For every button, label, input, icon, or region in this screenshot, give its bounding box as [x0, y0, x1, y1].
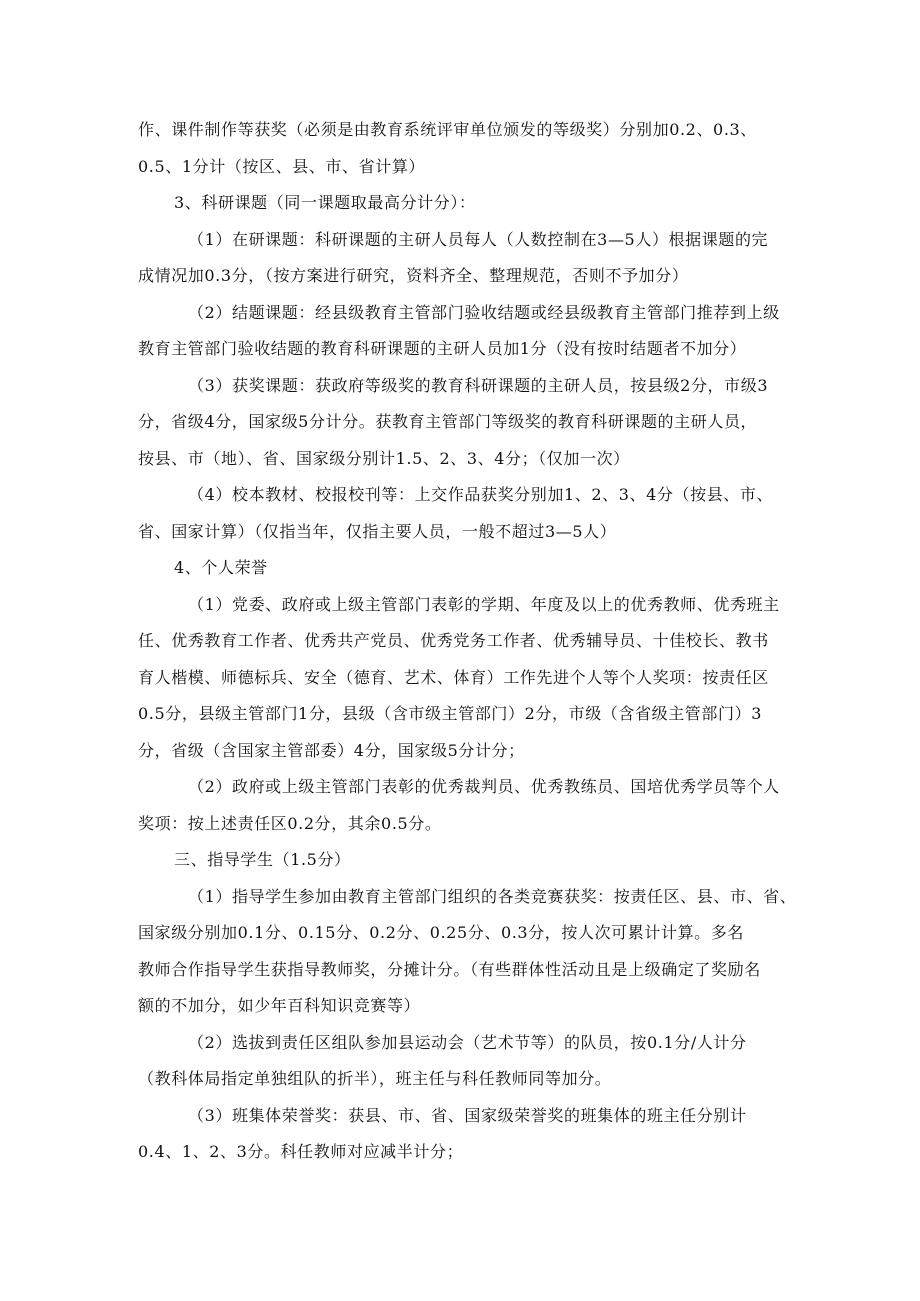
section-heading-honors: 4、个人荣誉 — [174, 558, 268, 577]
text-line: 教育主管部门验收结题的教育科研课题的主研人员加1分（没有按时结题者不加分） — [138, 339, 747, 358]
text-line: （2）结题课题：经县级教育主管部门验收结题或经县级教育主管部门推荐到上级 — [188, 302, 780, 322]
text-line: 分，省级（含国家主管部委）4分，国家级5分计分； — [138, 740, 525, 760]
text-line: （1）指导学生参加由教育主管部门组织的各类竞赛获奖：按责任区、县、市、省、 — [188, 886, 797, 906]
text-line: 0.5分，县级主管部门1分，县级（含市级主管部门）2分，市级（含省级主管部门）3 — [138, 704, 762, 723]
text-line: 任、优秀教育工作者、优秀共产党员、优秀党务工作者、优秀辅导员、十佳校长、教书 — [138, 631, 769, 650]
text-line: 作、课件制作等获奖（必须是由教育系统评审单位颁发的等级奖）分别加0.2、0.3、 — [138, 120, 757, 139]
text-line: （2）政府或上级主管部门表彰的优秀裁判员、优秀教练员、国培优秀学员等个人 — [188, 777, 780, 796]
text-line: 教师合作指导学生获指导教师奖，分摊计分。（有些群体性活动且是上级确定了奖励名 — [138, 959, 761, 979]
text-line: 国家级分别加0.1分、0.15分、0.2分、0.25分、0.3分，按人次可累计计算。多名 — [138, 923, 744, 942]
section-heading-guiding-students: 三、指导学生（1.5分） — [174, 850, 351, 869]
text-line: 育人楷模、师德标兵、安全（德育、艺术、体育）工作先进个人等个人奖项：按责任区 — [138, 667, 769, 687]
text-line: 额的不加分，如少年百科知识竞赛等） — [138, 996, 421, 1015]
text-line: （教科体局指定单独组队的折半），班主任与科任教师同等加分。 — [138, 1069, 612, 1088]
text-line: （4）校本教材、校报校刊等：上交作品获奖分别加1、2、3、4分（按县、市、 — [188, 485, 774, 504]
text-line: 分，省级4分，国家级5分计分。获教育主管部门等级奖的教育科研课题的主研人员， — [138, 412, 758, 431]
text-line: 省、国家计算）（仅指当年，仅指主要人员，一般不超过3—5人） — [138, 521, 617, 541]
text-line: 奖项：按上述责任区0.2分，其余0.5分。 — [138, 813, 442, 833]
section-heading-research: 3、科研课题（同一课题取最高分计分）： — [174, 193, 476, 212]
text-line: 0.4、1、2、3分。科任教师对应减半计分； — [138, 1142, 464, 1161]
text-line: （1）在研课题：科研课题的主研人员每人（人数控制在3—5人）根据课题的完 — [188, 229, 769, 249]
text-line: 按县、市（地）、省、国家级分别计1.5、2、3、4分；（仅加一次） — [138, 448, 630, 468]
document-body — [138, 112, 797, 1171]
text-line: （3）获奖课题：获政府等级奖的教育科研课题的主研人员，按县级2分，市级3 — [188, 375, 769, 395]
text-line: （3）班集体荣誉奖：获县、市、省、国家级荣誉奖的班集体的班主任分别计 — [188, 1105, 747, 1125]
text-line: 0.5、1分计（按区、县、市、省计算） — [138, 156, 426, 176]
text-line: （1）党委、政府或上级主管部门表彰的学期、年度及以上的优秀教师、优秀班主 — [188, 594, 780, 614]
text-line: （2）选拔到责任区组队参加县运动会（艺术节等）的队员，按0.1分/人计分 — [188, 1032, 747, 1052]
text-line: 成情况加0.3分，（按方案进行研究，资料齐全、整理规范，否则不予加分） — [138, 266, 689, 285]
